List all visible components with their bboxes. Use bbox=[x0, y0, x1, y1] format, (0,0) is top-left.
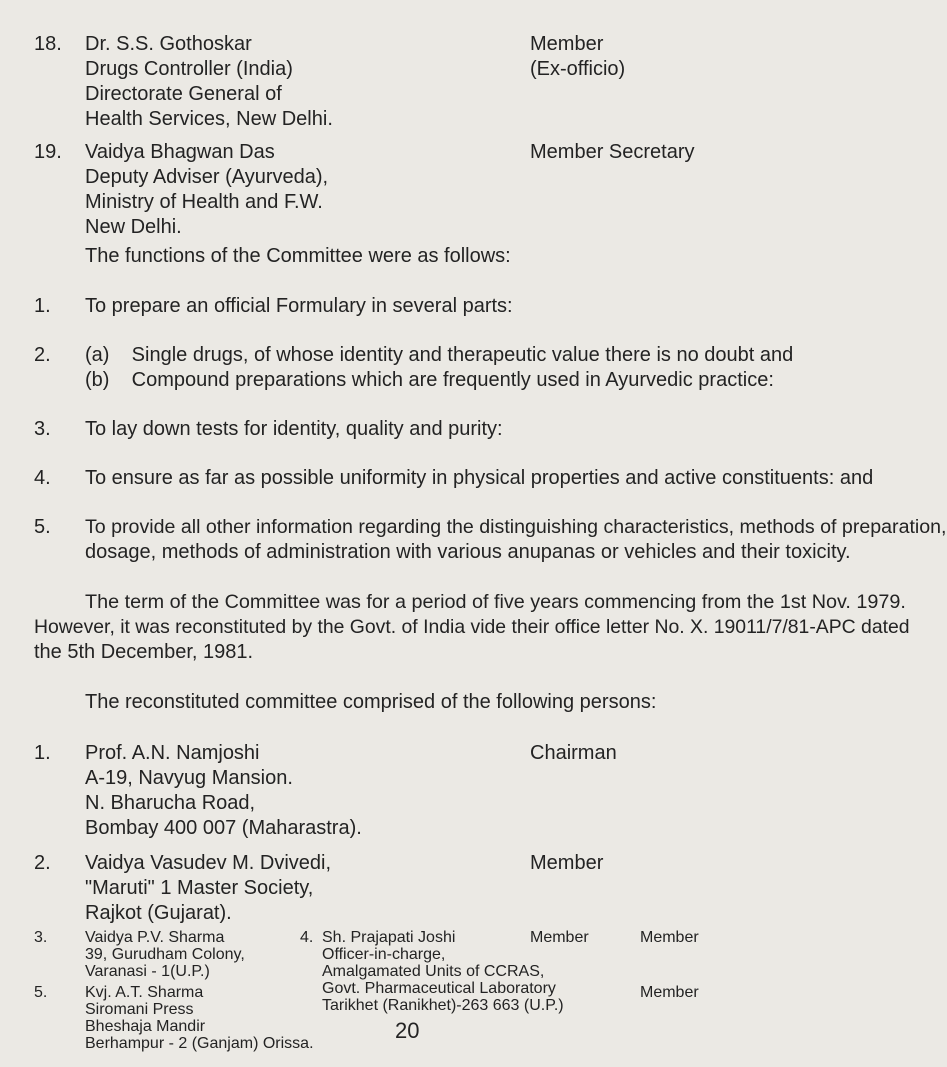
member-number: 18. bbox=[34, 33, 62, 55]
function-number: 1. bbox=[34, 295, 51, 317]
member-address-line: Govt. Pharmaceutical Laboratory bbox=[322, 980, 556, 997]
member-address-line: Ministry of Health and F.W. bbox=[85, 191, 323, 213]
member-number: 19. bbox=[34, 141, 62, 163]
function-text-continued: dosage, methods of administration with various anupanas or vehicles and their toxicity. bbox=[85, 541, 851, 563]
member-address-line: Amalgamated Units of CCRAS, bbox=[322, 963, 545, 980]
member-name: Sh. Prajapati Joshi bbox=[322, 929, 456, 946]
member-address-line: Drugs Controller (India) bbox=[85, 58, 293, 80]
member-address-line: A-19, Navyug Mansion. bbox=[85, 767, 293, 789]
member-name: Vaidya Bhagwan Das bbox=[85, 141, 275, 163]
member-role-line: Member Secretary bbox=[530, 141, 695, 163]
member-address-line: New Delhi. bbox=[85, 216, 182, 238]
function-number: 2. bbox=[34, 344, 51, 366]
function-number: 5. bbox=[34, 516, 51, 538]
member-name: Kvj. A.T. Sharma bbox=[85, 984, 204, 1001]
page-number: 20 bbox=[395, 1018, 420, 1043]
member-role: Member bbox=[530, 852, 604, 874]
member-role: Member bbox=[640, 929, 699, 946]
function-text: To provide all other information regarding the distinguishing characteristics, methods of preparation, bbox=[85, 516, 947, 538]
member-name: Dr. S.S. Gothoskar bbox=[85, 33, 252, 55]
member-number: 2. bbox=[34, 852, 51, 874]
member-address-line: Bombay 400 007 (Maharastra). bbox=[85, 817, 362, 839]
member-name: Prof. A.N. Namjoshi bbox=[85, 742, 260, 764]
function-number: 3. bbox=[34, 418, 51, 440]
function-item-b: (b) Compound preparations which are frequently used in Ayurvedic practice: bbox=[85, 369, 774, 391]
function-item-a: (a) Single drugs, of whose identity and therapeutic value there is no doubt and bbox=[85, 344, 794, 366]
member-address-line: Berhampur - 2 (Ganjam) Orissa. bbox=[85, 1035, 314, 1052]
member-role: Chairman bbox=[530, 742, 617, 764]
functions-intro: The functions of the Committee were as follows: bbox=[85, 245, 511, 267]
member-address-line: N. Bharucha Road, bbox=[85, 792, 256, 814]
member-number: 1. bbox=[34, 742, 51, 764]
member-address-line: Siromani Press bbox=[85, 1001, 194, 1018]
member-number: 3. bbox=[34, 929, 48, 946]
member-name: Vaidya P.V. Sharma bbox=[85, 929, 225, 946]
member-role: Member bbox=[530, 929, 589, 946]
member-address-line: Bheshaja Mandir bbox=[85, 1018, 206, 1035]
term-paragraph-line: However, it was reconstituted by the Govt. of India vide their office letter No. X. 19011/7/81-APC dated bbox=[34, 616, 910, 638]
member-address-line: Varanasi - 1(U.P.) bbox=[85, 963, 210, 980]
member-name: Vaidya Vasudev M. Dvivedi, bbox=[85, 852, 332, 874]
function-text: To ensure as far as possible uniformity in physical properties and active constituents: and bbox=[85, 467, 874, 489]
reconstituted-intro: The reconstituted committee comprised of the following persons: bbox=[85, 691, 657, 713]
member-number: 4. bbox=[300, 929, 314, 946]
member-address-line: Health Services, New Delhi. bbox=[85, 108, 333, 130]
term-paragraph-line: the 5th December, 1981. bbox=[34, 641, 254, 663]
member-role-line: Member bbox=[530, 33, 604, 55]
member-address-line: "Maruti" 1 Master Society, bbox=[85, 877, 314, 899]
member-address-line: Deputy Adviser (Ayurveda), bbox=[85, 166, 329, 188]
member-address-line: Officer-in-charge, bbox=[322, 946, 446, 963]
function-text: To prepare an official Formulary in several parts: bbox=[85, 295, 513, 317]
member-role-line: (Ex-officio) bbox=[530, 58, 626, 80]
member-address-line: Directorate General of bbox=[85, 83, 282, 105]
function-text: To lay down tests for identity, quality and purity: bbox=[85, 418, 503, 440]
function-number: 4. bbox=[34, 467, 51, 489]
member-role: Member bbox=[640, 984, 699, 1001]
member-address-line: Tarikhet (Ranikhet)-263 663 (U.P.) bbox=[322, 997, 564, 1014]
member-number: 5. bbox=[34, 984, 48, 1001]
member-address-line: 39, Gurudham Colony, bbox=[85, 946, 245, 963]
member-address-line: Rajkot (Gujarat). bbox=[85, 902, 232, 924]
term-paragraph-line: The term of the Committee was for a period of five years commencing from the 1st Nov. 1979. bbox=[85, 591, 906, 613]
